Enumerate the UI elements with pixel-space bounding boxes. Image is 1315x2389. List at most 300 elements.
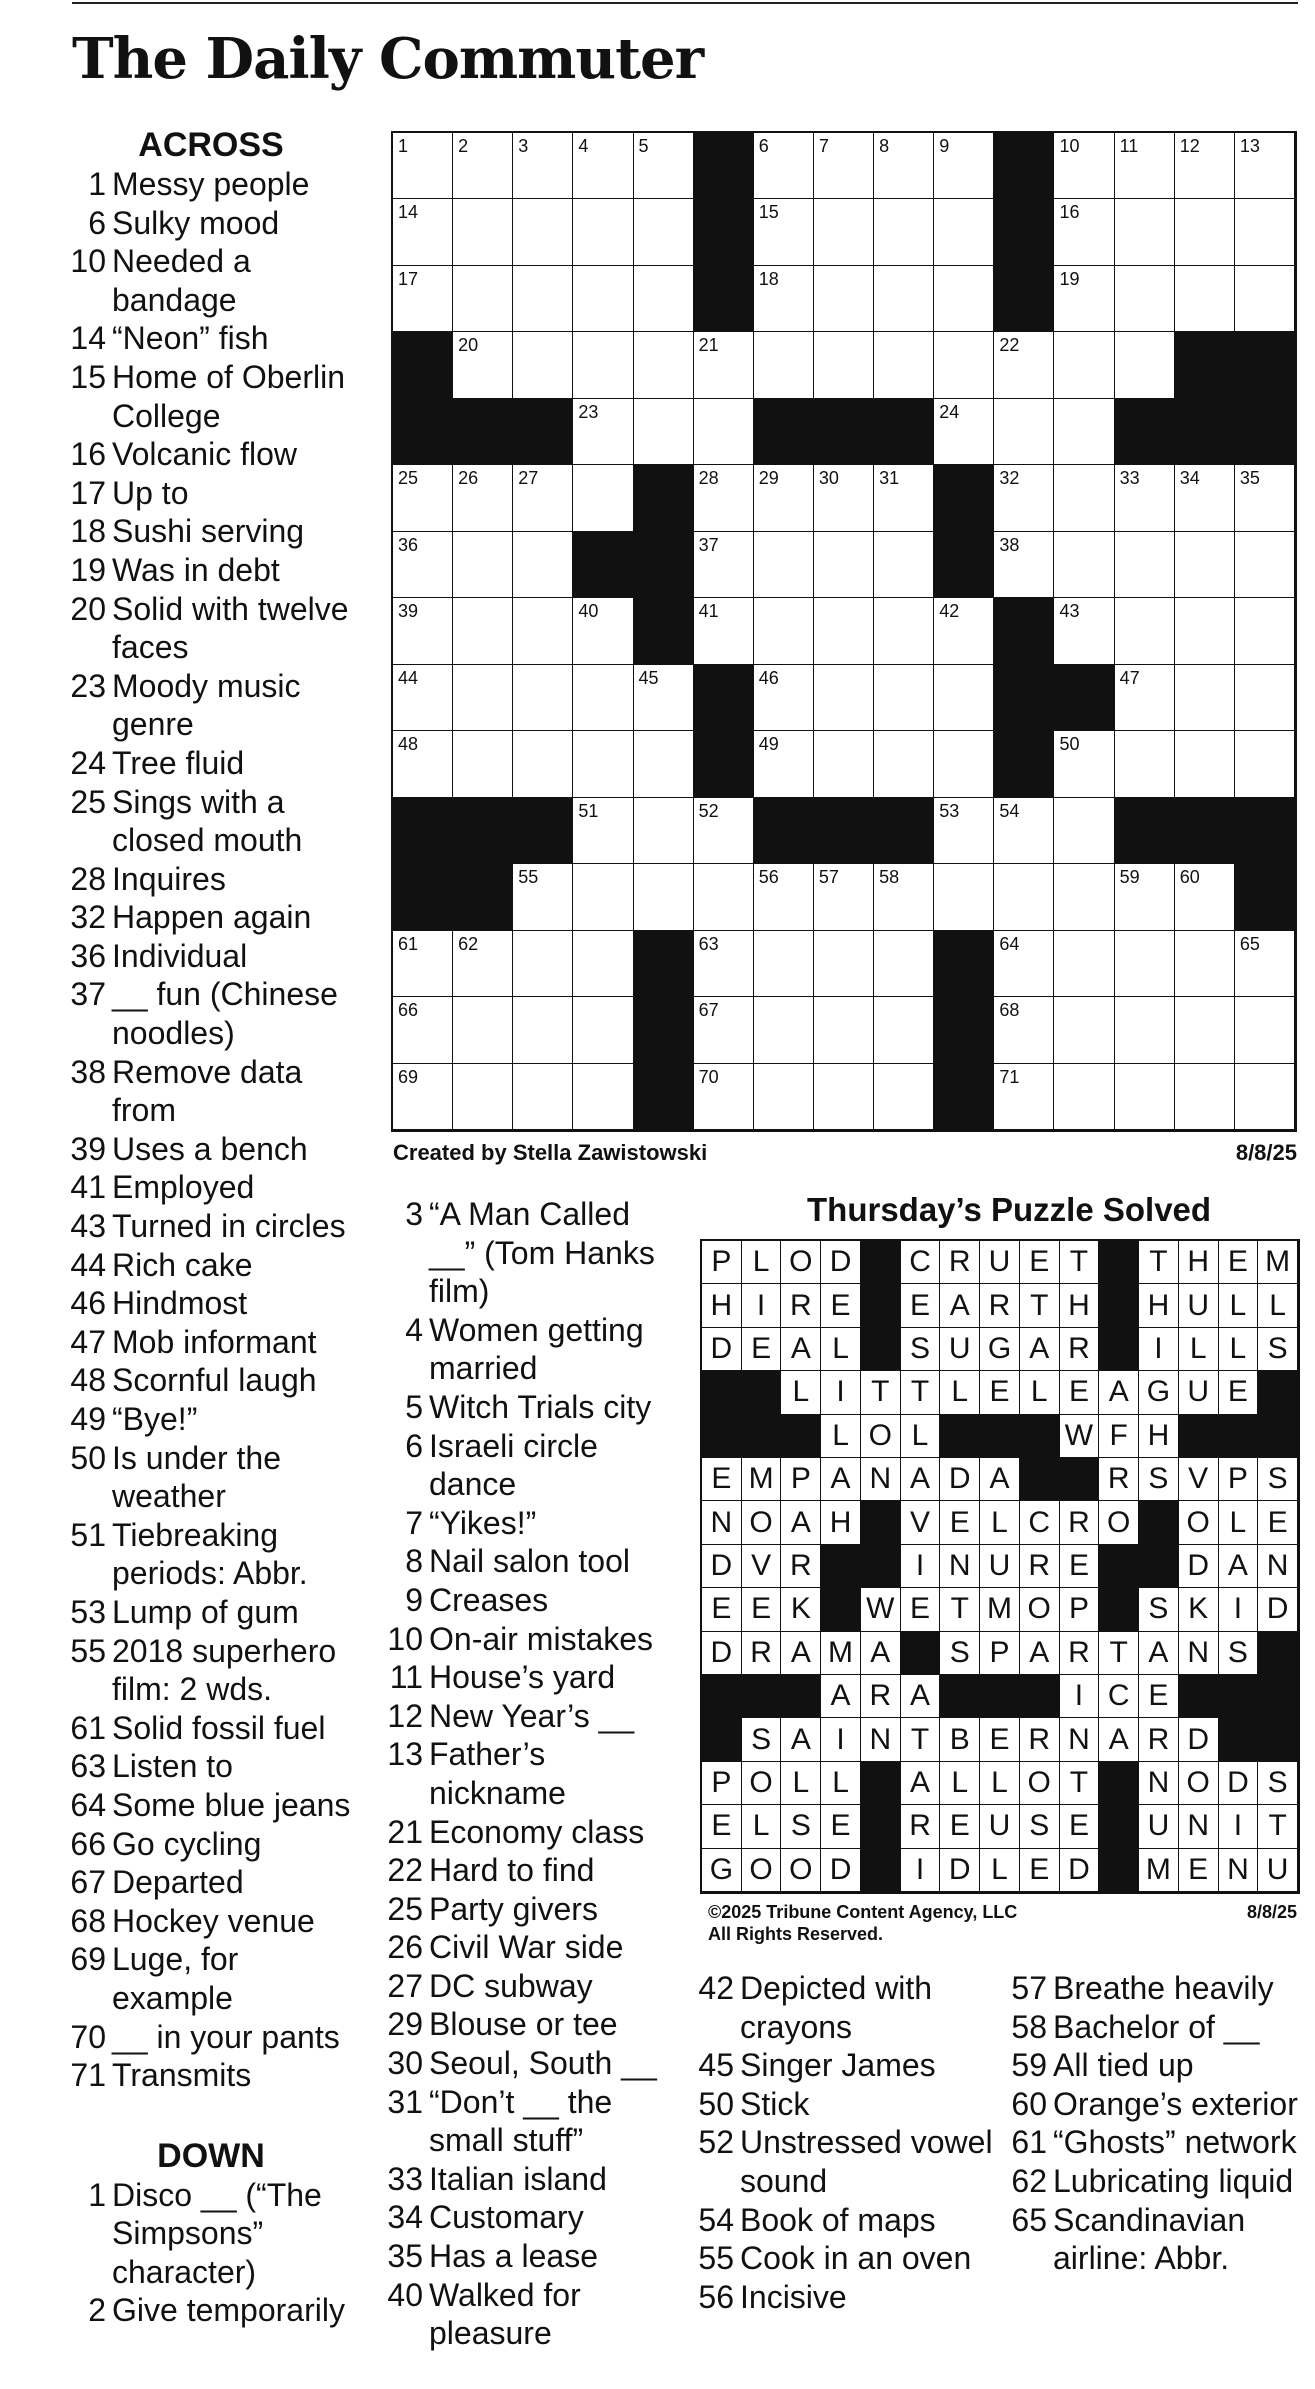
solution-cell (702, 1545, 742, 1588)
grid-cell[interactable] (1115, 332, 1175, 398)
grid-cell[interactable] (814, 731, 874, 797)
grid-cell[interactable] (393, 1064, 453, 1130)
grid-cell[interactable] (453, 931, 513, 997)
grid-cell[interactable] (573, 266, 633, 332)
grid-cell[interactable] (453, 465, 513, 531)
grid-cell[interactable] (1175, 133, 1235, 199)
grid-cell[interactable] (1235, 598, 1295, 664)
grid-cell[interactable] (754, 133, 814, 199)
solution-cell (702, 1241, 742, 1284)
grid-cell[interactable] (814, 1064, 874, 1130)
grid-cell[interactable] (1235, 1064, 1295, 1130)
solution-block (1020, 1458, 1060, 1501)
grid-cell[interactable] (1175, 199, 1235, 265)
grid-cell[interactable] (393, 997, 453, 1063)
clue-item (383, 1195, 673, 1311)
grid-cell[interactable] (874, 731, 934, 797)
grid-cell[interactable] (694, 598, 754, 664)
grid-cell[interactable] (1054, 1064, 1114, 1130)
clue-item (1007, 2008, 1307, 2047)
grid-block (393, 864, 453, 930)
grid-cell[interactable] (754, 332, 814, 398)
solution-letter: L (792, 1765, 810, 1799)
solution-cell (821, 1675, 861, 1718)
grid-cell[interactable] (874, 199, 934, 265)
grid-cell[interactable] (994, 931, 1054, 997)
grid-cell[interactable] (634, 798, 694, 864)
grid-cell[interactable] (934, 266, 994, 332)
grid-cell[interactable] (874, 665, 934, 731)
clue-number: 29 (387, 2006, 423, 2043)
grid-cell[interactable] (814, 199, 874, 265)
grid-cell[interactable] (994, 798, 1054, 864)
grid-cell[interactable] (634, 399, 694, 465)
grid-cell[interactable] (573, 465, 633, 531)
grid-cell[interactable] (1115, 465, 1175, 531)
solution-letter: H (710, 1288, 733, 1322)
grid-cell[interactable] (874, 266, 934, 332)
clue-item (383, 1697, 673, 1736)
clue-text: Disco __ (“The Simpsons” character) (112, 2176, 322, 2290)
solution-cell (1060, 1762, 1100, 1805)
clue-text: Hockey venue (112, 1902, 315, 1939)
grid-cell[interactable] (814, 332, 874, 398)
clue-number: 59 (1011, 2047, 1047, 2084)
solution-cell (702, 1458, 742, 1501)
grid-cell[interactable] (393, 199, 453, 265)
solution-cell (1139, 1328, 1179, 1371)
grid-cell[interactable] (814, 266, 874, 332)
cell-number: 61 (398, 933, 419, 954)
clue-item (66, 2176, 356, 2292)
grid-cell[interactable] (934, 798, 994, 864)
grid-cell[interactable] (754, 997, 814, 1063)
puzzle-date: 8/8/25 (1235, 1140, 1297, 1165)
cell-number: 6 (758, 136, 769, 156)
solution-cell (821, 1501, 861, 1544)
grid-cell[interactable] (634, 665, 694, 731)
cell-number: 21 (698, 335, 719, 356)
grid-cell[interactable] (934, 199, 994, 265)
clue-number: 55 (698, 2240, 734, 2277)
grid-cell[interactable] (1054, 465, 1114, 531)
grid-cell[interactable] (1054, 199, 1114, 265)
solution-letter: I (1154, 1331, 1163, 1365)
grid-cell[interactable] (994, 332, 1054, 398)
solution-letter: M (748, 1462, 774, 1496)
grid-cell[interactable] (1054, 864, 1114, 930)
grid-cell[interactable] (874, 997, 934, 1063)
grid-cell[interactable] (513, 997, 573, 1063)
grid-cell[interactable] (1175, 931, 1235, 997)
solution-letter: A (1108, 1722, 1129, 1756)
grid-cell[interactable] (1235, 266, 1295, 332)
grid-cell[interactable] (1175, 532, 1235, 598)
solution-letter: E (711, 1809, 732, 1843)
solution-block (980, 1675, 1020, 1718)
grid-cell[interactable] (1054, 798, 1114, 864)
grid-cell[interactable] (393, 598, 453, 664)
grid-cell[interactable] (573, 1064, 633, 1130)
clue-text: Mob informant (112, 1323, 317, 1360)
grid-cell[interactable] (453, 665, 513, 731)
clue-text: Civil War side (429, 1929, 624, 1966)
grid-cell[interactable] (634, 199, 694, 265)
grid-cell[interactable] (513, 133, 573, 199)
grid-cell[interactable] (874, 465, 934, 531)
grid-cell[interactable] (634, 731, 694, 797)
grid-cell[interactable] (874, 332, 934, 398)
solution-cell (1060, 1328, 1100, 1371)
grid-cell[interactable] (934, 133, 994, 199)
grid-cell[interactable] (1175, 598, 1235, 664)
grid-cell[interactable] (874, 864, 934, 930)
grid-block (1054, 665, 1114, 731)
grid-cell[interactable] (513, 532, 573, 598)
clue-item (383, 2276, 673, 2353)
grid-cell[interactable] (814, 465, 874, 531)
cell-number: 42 (939, 601, 960, 622)
grid-cell[interactable] (573, 598, 633, 664)
solution-letter: O (789, 1245, 813, 1279)
grid-cell[interactable] (1054, 997, 1114, 1063)
grid-cell[interactable] (814, 133, 874, 199)
grid-cell[interactable] (694, 931, 754, 997)
grid-cell[interactable] (513, 864, 573, 930)
grid-cell[interactable] (934, 332, 994, 398)
grid-cell[interactable] (814, 665, 874, 731)
grid-cell[interactable] (814, 931, 874, 997)
solution-block (861, 1805, 901, 1848)
grid-cell[interactable] (1235, 133, 1295, 199)
grid-cell[interactable] (814, 532, 874, 598)
grid-cell[interactable] (453, 598, 513, 664)
grid-cell[interactable] (513, 731, 573, 797)
grid-cell[interactable] (513, 465, 573, 531)
cell-number: 7 (818, 136, 829, 156)
solution-letter: S (1267, 1331, 1288, 1365)
grid-cell[interactable] (754, 731, 814, 797)
grid-cell[interactable] (934, 731, 994, 797)
clue-item (66, 435, 356, 474)
grid-cell[interactable] (393, 532, 453, 598)
grid-cell[interactable] (1115, 731, 1175, 797)
grid-cell[interactable] (513, 1064, 573, 1130)
clue-text: Tree fluid (112, 744, 245, 781)
solution-cell (1020, 1718, 1060, 1761)
solution-cell (821, 1762, 861, 1805)
grid-cell[interactable] (694, 399, 754, 465)
grid-cell[interactable] (1175, 465, 1235, 531)
grid-cell[interactable] (1054, 266, 1114, 332)
clue-number: 14 (70, 320, 106, 357)
clue-item (383, 1542, 673, 1581)
grid-cell[interactable] (573, 798, 633, 864)
clue-text: Depicted with crayons (740, 1970, 933, 2045)
grid-block (1235, 798, 1295, 864)
grid-cell[interactable] (754, 931, 814, 997)
grid-cell[interactable] (1054, 332, 1114, 398)
grid-cell[interactable] (1115, 133, 1175, 199)
grid-cell[interactable] (874, 598, 934, 664)
solution-cell (1060, 1718, 1100, 1761)
solution-grid (700, 1239, 1300, 1894)
grid-cell[interactable] (694, 864, 754, 930)
solution-letter: E (1227, 1245, 1248, 1279)
grid-cell[interactable] (754, 532, 814, 598)
grid-cell[interactable] (453, 332, 513, 398)
copyright (708, 1901, 1017, 1945)
grid-cell[interactable] (754, 598, 814, 664)
grid-cell[interactable] (393, 266, 453, 332)
solution-letter: U (988, 1809, 1011, 1843)
grid-cell[interactable] (634, 266, 694, 332)
grid-cell[interactable] (754, 199, 814, 265)
grid-cell[interactable] (634, 133, 694, 199)
grid-block (994, 266, 1054, 332)
grid-cell[interactable] (513, 665, 573, 731)
clue-item (66, 1902, 356, 1941)
clue-item (1007, 2046, 1307, 2085)
solution-letter: S (1267, 1462, 1288, 1496)
grid-cell[interactable] (1235, 199, 1295, 265)
grid-cell[interactable] (513, 199, 573, 265)
grid-cell[interactable] (393, 465, 453, 531)
solution-cell (1219, 1545, 1259, 1588)
grid-cell[interactable] (1115, 665, 1175, 731)
solution-cell (901, 1241, 941, 1284)
clue-text: Breathe heavily (1053, 1970, 1274, 2006)
clue-text: Sings with a closed mouth (112, 783, 303, 859)
grid-cell[interactable] (453, 133, 513, 199)
grid-cell[interactable] (1175, 665, 1235, 731)
clue-text: Italian island (429, 2160, 607, 2197)
solution-cell (1179, 1588, 1219, 1631)
grid-cell[interactable] (994, 465, 1054, 531)
solution-cell (1258, 1284, 1298, 1327)
clue-item (383, 1813, 673, 1852)
clue-item (66, 204, 356, 243)
grid-cell[interactable] (453, 199, 513, 265)
cell-number: 17 (398, 268, 419, 289)
grid-cell[interactable] (393, 731, 453, 797)
solution-block (781, 1675, 821, 1718)
clue-item (383, 1928, 673, 1967)
cell-number: 15 (758, 202, 779, 223)
grid-cell[interactable] (694, 1064, 754, 1130)
solution-cell (1139, 1632, 1179, 1675)
grid-cell[interactable] (393, 931, 453, 997)
clue-text: Uses a bench (112, 1130, 308, 1167)
grid-cell[interactable] (1175, 997, 1235, 1063)
grid-cell[interactable] (1235, 465, 1295, 531)
clue-item (66, 2056, 356, 2095)
solution-letter: L (1189, 1331, 1207, 1365)
clue-number: 23 (70, 667, 106, 704)
grid-cell[interactable] (453, 532, 513, 598)
grid-cell[interactable] (754, 1064, 814, 1130)
grid-cell[interactable] (634, 864, 694, 930)
grid-cell[interactable] (694, 465, 754, 531)
solution-cell (742, 1545, 782, 1588)
solution-letter: A (989, 1462, 1010, 1496)
grid-cell[interactable] (934, 399, 994, 465)
solution-cell (1020, 1632, 1060, 1675)
clue-item (66, 590, 356, 667)
solution-letter: R (1107, 1462, 1130, 1496)
grid-cell[interactable] (573, 133, 633, 199)
grid-cell[interactable] (874, 133, 934, 199)
grid-block (1115, 798, 1175, 864)
grid-block (754, 798, 814, 864)
grid-cell[interactable] (634, 332, 694, 398)
grid-cell[interactable] (754, 465, 814, 531)
grid-cell[interactable] (874, 931, 934, 997)
grid-cell[interactable] (573, 931, 633, 997)
grid-cell[interactable] (1235, 997, 1295, 1063)
grid-cell[interactable] (453, 997, 513, 1063)
grid-cell[interactable] (393, 665, 453, 731)
grid-cell[interactable] (513, 931, 573, 997)
grid-cell[interactable] (694, 332, 754, 398)
clue-column-1 (66, 126, 356, 2330)
solution-letter: L (991, 1765, 1008, 1799)
solution-cell (821, 1328, 861, 1371)
clue-text: Women getting married (429, 1311, 644, 1387)
grid-cell[interactable] (1115, 997, 1175, 1063)
grid-cell[interactable] (573, 199, 633, 265)
clue-number: 13 (387, 1736, 423, 1773)
grid-cell[interactable] (934, 864, 994, 930)
clue-item (383, 1735, 673, 1812)
grid-cell[interactable] (1115, 266, 1175, 332)
grid-cell[interactable] (1175, 1064, 1235, 1130)
grid-cell[interactable] (573, 731, 633, 797)
solution-cell (1179, 1805, 1219, 1848)
grid-cell[interactable] (573, 665, 633, 731)
grid-cell[interactable] (874, 1064, 934, 1130)
solution-cell (1258, 1545, 1298, 1588)
grid-cell[interactable] (1054, 399, 1114, 465)
clue-text: “Neon” fish (112, 320, 269, 357)
grid-cell[interactable] (1235, 665, 1295, 731)
grid-cell[interactable] (994, 864, 1054, 930)
grid-cell[interactable] (694, 532, 754, 598)
grid-cell[interactable] (1054, 598, 1114, 664)
grid-cell[interactable] (453, 1064, 513, 1130)
grid-cell[interactable] (513, 332, 573, 398)
grid-cell[interactable] (694, 997, 754, 1063)
solution-letter: W (1064, 1418, 1094, 1452)
grid-cell[interactable] (1115, 1064, 1175, 1130)
grid-cell[interactable] (994, 399, 1054, 465)
cell-number: 32 (999, 468, 1020, 489)
solution-cell (1179, 1632, 1219, 1675)
grid-cell[interactable] (754, 266, 814, 332)
grid-block (513, 798, 573, 864)
clue-number: 71 (70, 2057, 106, 2094)
grid-cell[interactable] (1115, 598, 1175, 664)
solution-cell (1060, 1241, 1100, 1284)
grid-cell[interactable] (1054, 133, 1114, 199)
grid-cell[interactable] (874, 532, 934, 598)
grid-cell[interactable] (1175, 731, 1235, 797)
solution-letter: N (1266, 1548, 1289, 1582)
solution-letter: K (790, 1592, 811, 1626)
grid-cell[interactable] (994, 997, 1054, 1063)
grid-cell[interactable] (994, 532, 1054, 598)
grid-cell[interactable] (573, 997, 633, 1063)
solution-letter: E (830, 1809, 851, 1843)
grid-cell[interactable] (1175, 266, 1235, 332)
cell-number: 26 (458, 468, 479, 489)
grid-cell[interactable] (1115, 532, 1175, 598)
grid-cell[interactable] (934, 598, 994, 664)
grid-block (1115, 399, 1175, 465)
solution-cell (1219, 1501, 1259, 1544)
grid-cell[interactable] (1235, 731, 1295, 797)
grid-cell[interactable] (573, 332, 633, 398)
solution-letter: S (1029, 1809, 1050, 1843)
grid-cell[interactable] (814, 864, 874, 930)
grid-cell[interactable] (1115, 864, 1175, 930)
grid-block (1235, 864, 1295, 930)
solution-cell (1099, 1718, 1139, 1761)
grid-cell[interactable] (1175, 864, 1235, 930)
grid-cell[interactable] (1054, 731, 1114, 797)
grid-cell[interactable] (453, 266, 513, 332)
grid-cell[interactable] (513, 266, 573, 332)
solution-letter: D (948, 1462, 971, 1496)
cell-number: 39 (398, 601, 419, 622)
grid-cell[interactable] (1235, 931, 1295, 997)
clue-text: Witch Trials city (429, 1388, 652, 1425)
grid-cell[interactable] (1115, 931, 1175, 997)
solution-letter: M (1265, 1245, 1291, 1279)
grid-cell[interactable] (573, 399, 633, 465)
grid-cell[interactable] (1054, 931, 1114, 997)
solution-letter: E (1267, 1505, 1288, 1539)
grid-cell[interactable] (694, 798, 754, 864)
solution-block (901, 1632, 941, 1675)
grid-cell[interactable] (1054, 532, 1114, 598)
solution-letter: I (836, 1722, 845, 1756)
grid-cell[interactable] (573, 864, 633, 930)
solution-cell (742, 1458, 782, 1501)
solution-block (1099, 1805, 1139, 1848)
clue-item (383, 2044, 673, 2083)
solution-cell (940, 1588, 980, 1631)
solution-letter: E (751, 1592, 772, 1626)
clue-number: 56 (698, 2278, 734, 2315)
grid-cell[interactable] (934, 665, 994, 731)
grid-cell[interactable] (1235, 532, 1295, 598)
grid-cell[interactable] (754, 864, 814, 930)
grid-cell[interactable] (994, 1064, 1054, 1130)
grid-cell[interactable] (814, 598, 874, 664)
solution-letter: S (1227, 1635, 1248, 1669)
clue-text: Creases (429, 1581, 549, 1618)
solution-cell (980, 1328, 1020, 1371)
grid-cell[interactable] (814, 997, 874, 1063)
grid-cell[interactable] (1115, 199, 1175, 265)
clue-text: Blouse or tee (429, 2006, 618, 2043)
grid-cell[interactable] (513, 598, 573, 664)
clue-number: 53 (70, 1593, 106, 1630)
grid-cell[interactable] (453, 731, 513, 797)
grid-cell[interactable] (393, 133, 453, 199)
grid-cell[interactable] (754, 665, 814, 731)
